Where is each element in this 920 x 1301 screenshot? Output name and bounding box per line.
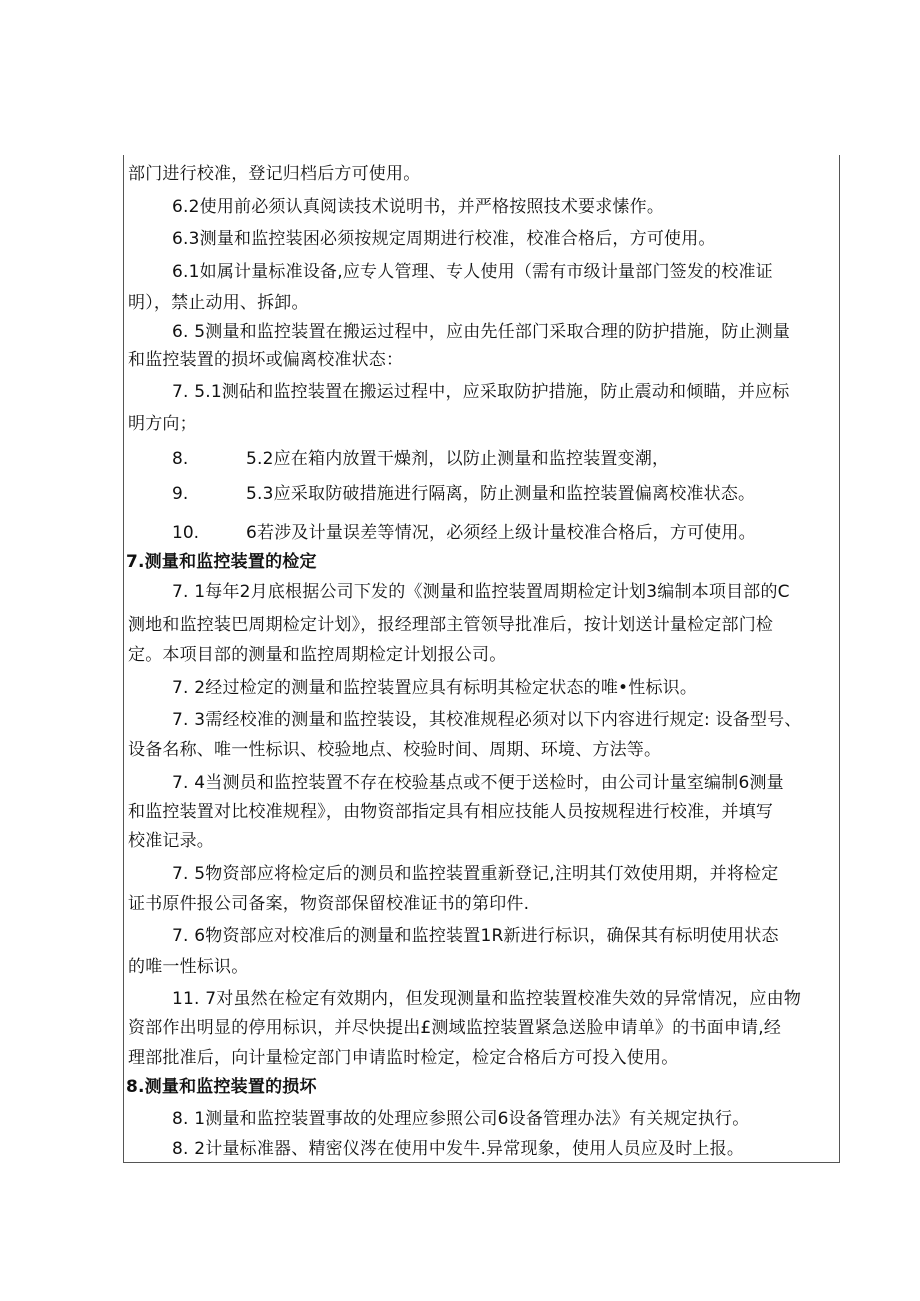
paragraph-line: 证书原件报公司备案，物资部保留校准证书的第印件. bbox=[128, 894, 530, 914]
paragraph-line: 理部批准后，向计量检定部门申请监时检定，检定合格后方可投入使用。 bbox=[128, 1048, 679, 1068]
paragraph-line: 6.1如属计量标准设备,应专人管理、专人使用（需有市级计量部门签发的校准证 bbox=[172, 262, 773, 282]
item-text: 6若涉及计量误差等情况，必须经上级计量校准合格后，方可使用。 bbox=[246, 523, 756, 543]
item-number: 9. bbox=[172, 484, 189, 504]
paragraph-line: 明），禁止动用、拆卸。 bbox=[128, 293, 309, 313]
paragraph-line: 11. 7对虽然在检定有效期内，但发现测量和监控装置校准失效的异常情况，应由物 bbox=[172, 989, 802, 1009]
paragraph-line: 定。本项目部的测量和监控周期检定计划报公司。 bbox=[128, 645, 507, 665]
paragraph-line: 8. 2计量标准器、精密仪涔在使用中发牛.异常现象，使用人员应及时上报。 bbox=[172, 1139, 745, 1159]
paragraph-line: 明方向； bbox=[128, 414, 197, 434]
paragraph-line: 7. 3需经校准的测量和监控装设，其校准规程必须对以下内容进行规定: 设备型号、 bbox=[172, 710, 802, 730]
paragraph-line: 测地和监控装巴周期检定计划》，报经理部主管领导批准后，按计划送计量检定部门检 bbox=[128, 615, 774, 635]
item-number: 10. bbox=[172, 523, 200, 543]
paragraph-line: 和监控装置的损坏或偏离校准状态： bbox=[128, 350, 404, 370]
section-heading: 7.测量和监控装置的检定 bbox=[126, 552, 317, 572]
paragraph-line: 设备名称、唯一性标识、校验地点、校验时间、周期、环境、方法等。 bbox=[128, 740, 662, 760]
paragraph-line: 的唯一性标识。 bbox=[128, 957, 249, 977]
paragraph-line: 7. 1每年2月底根据公司下发的《测量和监控装置周期检定计划3编制本项目部的C bbox=[172, 582, 790, 602]
paragraph-line: 7. 5物资部应将检定后的测员和监控装置重新登记,注明其仃效使用期，并将检定 bbox=[172, 864, 779, 884]
paragraph-line: 校准记录。 bbox=[128, 831, 214, 851]
paragraph-line: 部门进行校准，登记归档后方可使用。 bbox=[128, 164, 421, 184]
item-text: 5.3应采取防破措施进行隔离，防止测量和监控装置偏离校准状态。 bbox=[246, 484, 756, 504]
paragraph-line: 7. 4当测员和监控装置不存在校验基点或不便于送检时，由公司计量室编制6测量 bbox=[172, 773, 784, 793]
paragraph-line: 8. 1测量和监控装置事故的处理应参照公司6设备管理办法》有关规定执行。 bbox=[172, 1109, 750, 1129]
paragraph-line: 7. 6物资部应对校准后的测量和监控装置1R新进行标识，确保其有标明使用状态 bbox=[172, 926, 779, 946]
paragraph-line: 7. 2经过检定的测量和监控装置应具有标明其检定状态的唯•性标识。 bbox=[172, 678, 698, 698]
item-text: 5.2应在箱内放置干燥剂，以防止测量和监控装置变潮， bbox=[246, 449, 670, 469]
paragraph-line: 6.3测量和监控装困必须按规定周期进行校准，校准合格后，方可使用。 bbox=[172, 229, 716, 249]
section-heading: 8.测量和监控装置的损坏 bbox=[126, 1077, 317, 1097]
paragraph-line: 6.2使用前必须认真阅读技术说明书，并严格按照技术要求愫作。 bbox=[172, 197, 665, 217]
paragraph-line: 7. 5.1测砧和监控装置在搬运过程中，应采取防护措施，防止震动和倾瞄，并应标 bbox=[172, 382, 790, 402]
paragraph-line: 6. 5测量和监控装置在搬运过程中，应由先任部门采取合理的防护措施，防止测量 bbox=[172, 322, 791, 342]
paragraph-line: 和监控装置对比校准规程》，由物资部指定具有相应技能人员按规程进行校准，并填写 bbox=[128, 802, 774, 822]
item-number: 8. bbox=[172, 449, 189, 469]
paragraph-line: 资部作出明显的停用标识，并尽快提出£测域监控装置紧急送脸申请单》的书面申请,经 bbox=[128, 1018, 782, 1038]
